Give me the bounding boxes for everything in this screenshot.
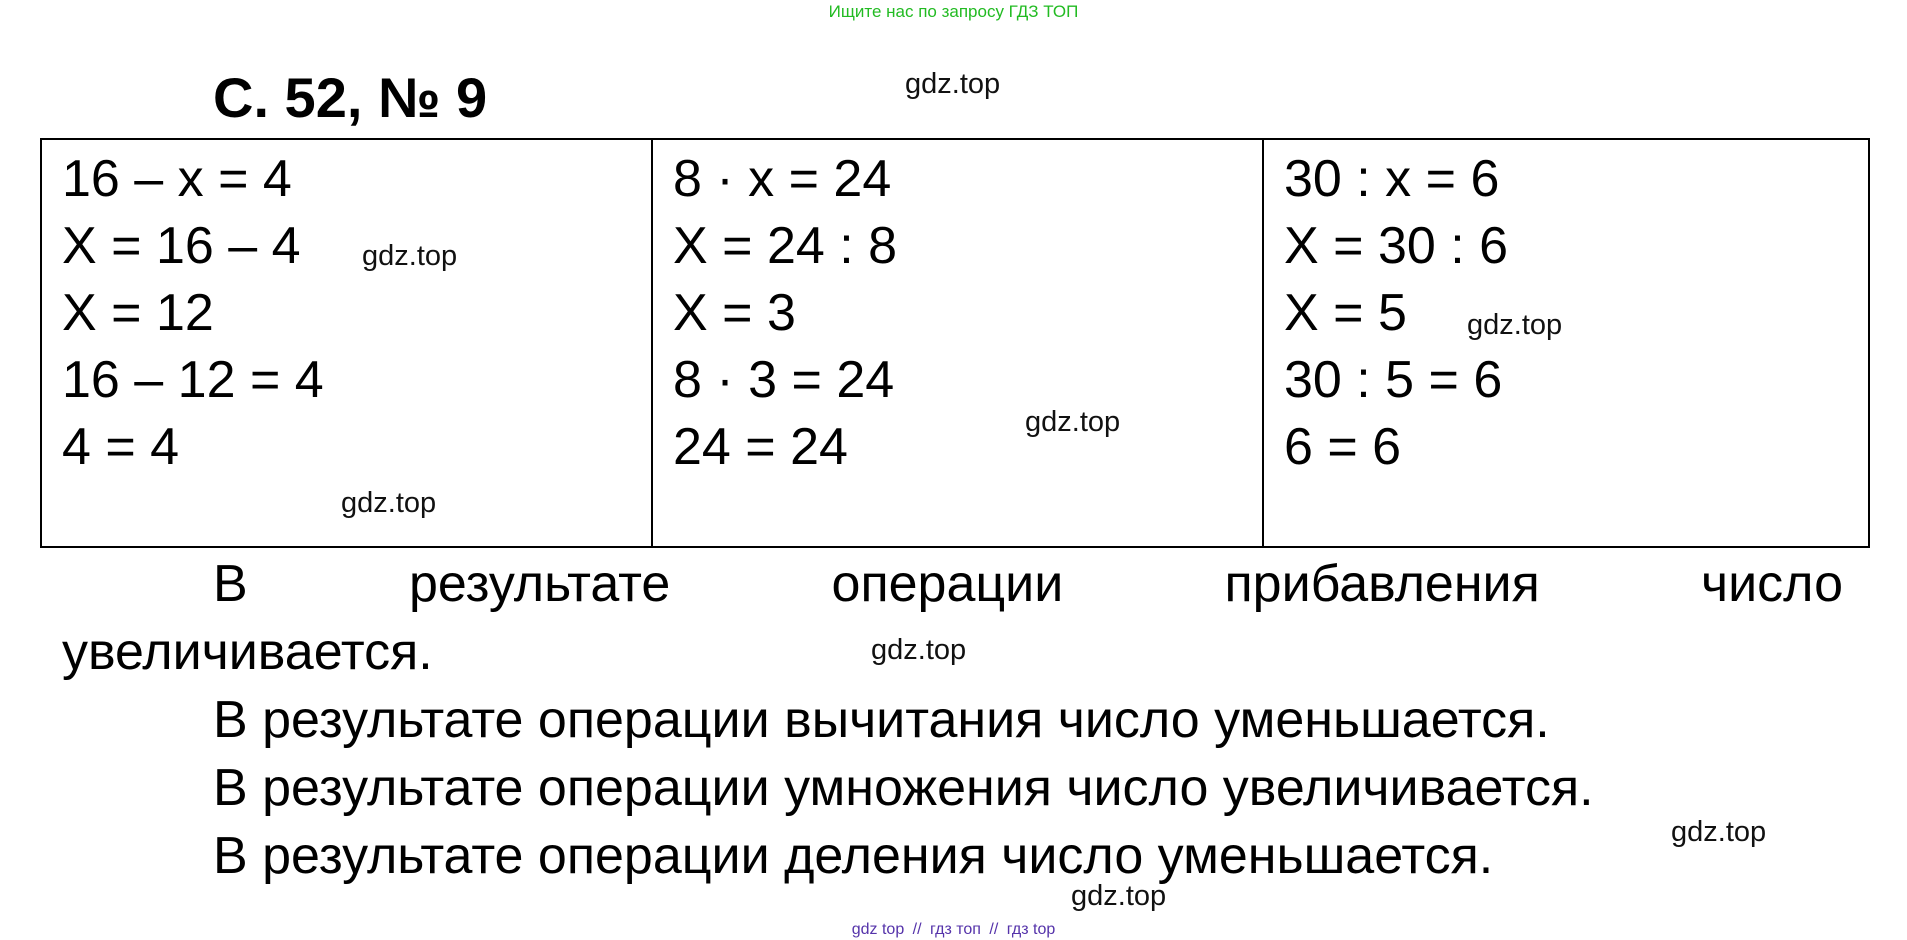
solution-column-3 (1262, 140, 1868, 546)
equation-line: X = 30 : 6 (1284, 217, 1509, 275)
solution-column-2 (651, 140, 1262, 546)
paragraph-word: число (1701, 555, 1843, 613)
footer-link-gdz-top-ru[interactable]: гдз топ (930, 921, 981, 938)
paragraph-2: В результате операции вычитания число уменьшается. (213, 691, 1550, 749)
watermark: gdz.top (1467, 309, 1563, 341)
watermark: gdz.top (905, 68, 1001, 100)
page-title: С. 52, № 9 (213, 66, 488, 129)
equation-line: 6 = 6 (1284, 418, 1402, 476)
watermark: gdz.top (1671, 816, 1767, 848)
watermark: gdz.top (1071, 880, 1167, 912)
equation-line: 16 – x = 4 (62, 150, 292, 208)
paragraph-1-line-1 (213, 555, 1843, 613)
equation-line: 16 – 12 = 4 (62, 351, 324, 409)
paragraph-3: В результате операции умножения число увеличивается. (213, 759, 1594, 817)
footer-links (0, 921, 1907, 939)
equation-line: 4 = 4 (62, 418, 180, 476)
watermark: gdz.top (871, 634, 967, 666)
equation-line: X = 3 (673, 284, 796, 342)
solution-column-1 (42, 140, 651, 546)
paragraph-word: результате (408, 555, 671, 613)
equation-line: 30 : x = 6 (1284, 150, 1500, 208)
paragraph-word: В (213, 555, 248, 613)
equation-line: X = 24 : 8 (673, 217, 898, 275)
footer-link-gdz-top-mixed[interactable]: гдз top (1006, 921, 1056, 938)
equation-line: X = 16 – 4 (62, 217, 301, 275)
footer-link-gdz-top[interactable]: gdz top (851, 921, 905, 938)
top-banner: Ищите нас по запросу ГДЗ ТОП (828, 2, 1079, 21)
paragraph-1-line-2: увеличивается. (62, 623, 433, 681)
watermark: gdz.top (1025, 406, 1121, 438)
equation-line: X = 12 (62, 284, 214, 342)
paragraph-4: В результате операции деления число уменьшается. (213, 827, 1494, 885)
equation-line: 8 · x = 24 (673, 150, 892, 208)
watermark: gdz.top (362, 240, 458, 272)
equation-list (673, 146, 897, 481)
equation-line: 30 : 5 = 6 (1284, 351, 1503, 409)
equation-line: X = 5 (1284, 284, 1407, 342)
paragraph-word: прибавления (1224, 555, 1540, 613)
equation-line: 24 = 24 (673, 418, 848, 476)
paragraph-word: операции (831, 555, 1064, 613)
solution-table (40, 138, 1870, 548)
equation-list (62, 146, 324, 481)
equation-line: 8 · 3 = 24 (673, 351, 895, 409)
footer-separator: // (989, 921, 999, 938)
watermark: gdz.top (341, 487, 437, 519)
footer-separator: // (912, 921, 922, 938)
